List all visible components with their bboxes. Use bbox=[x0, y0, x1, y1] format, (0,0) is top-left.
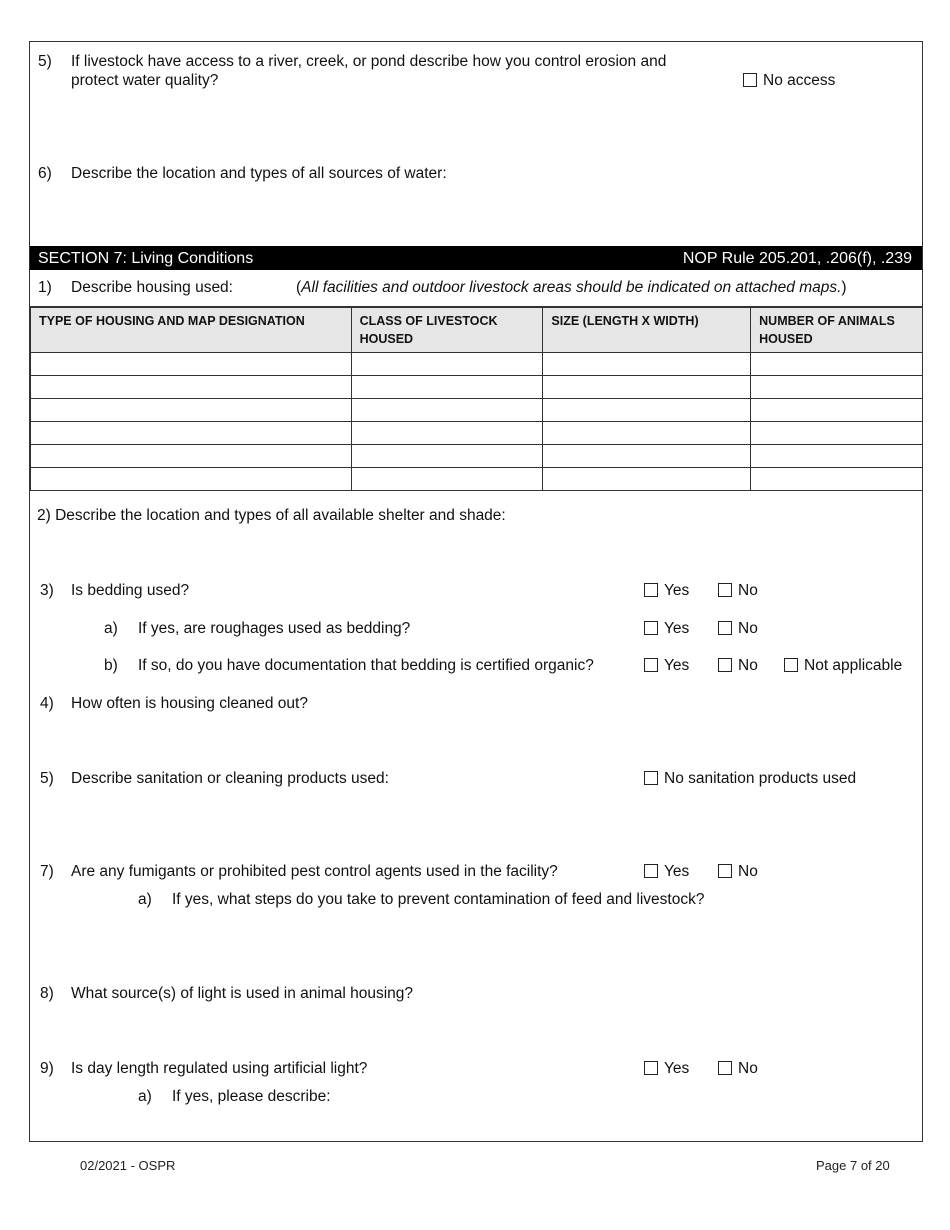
q1-number: 1) bbox=[38, 279, 52, 296]
q7-yes-option[interactable]: Yes bbox=[644, 863, 689, 881]
table-cell[interactable] bbox=[31, 399, 352, 422]
table-cell[interactable] bbox=[543, 353, 751, 376]
table-header-row bbox=[31, 308, 923, 353]
no-access-option[interactable] bbox=[743, 72, 835, 90]
q9a-text: If yes, please describe: bbox=[172, 1088, 331, 1105]
table-cell[interactable] bbox=[543, 376, 751, 399]
table-cell[interactable] bbox=[543, 468, 751, 491]
q3b-text: If so, do you have documentation that bedding is certified organic? bbox=[138, 657, 594, 674]
table-cell[interactable] bbox=[751, 468, 923, 491]
q1-note: (All facilities and outdoor livestock areas should be indicated on attached maps.) bbox=[296, 279, 847, 296]
table-cell[interactable] bbox=[543, 422, 751, 445]
q7-no-option[interactable]: No bbox=[718, 863, 758, 881]
q5-text: Describe sanitation or cleaning products used: bbox=[71, 770, 389, 787]
q7-text: Are any fumigants or prohibited pest control agents used in the facility? bbox=[71, 863, 558, 880]
q3-no-checkbox[interactable] bbox=[718, 583, 732, 597]
table-cell[interactable] bbox=[351, 353, 543, 376]
q3a-no-option[interactable]: No bbox=[718, 620, 758, 638]
column-header: SIZE (LENGTH X WIDTH) bbox=[543, 308, 751, 353]
q6-top-text: Describe the location and types of all sources of water: bbox=[71, 165, 447, 182]
q7-no-checkbox[interactable] bbox=[718, 864, 732, 878]
q6-top-number: 6) bbox=[38, 165, 52, 182]
table-row bbox=[31, 399, 923, 422]
table-cell[interactable] bbox=[351, 422, 543, 445]
q3-number: 3) bbox=[40, 582, 54, 599]
section-title: SECTION 7: Living Conditions bbox=[38, 250, 254, 267]
q3b-no-checkbox[interactable] bbox=[718, 658, 732, 672]
q3b-na-checkbox[interactable] bbox=[784, 658, 798, 672]
q3b-yes-option[interactable]: Yes bbox=[644, 657, 689, 675]
table-cell[interactable] bbox=[31, 422, 352, 445]
q9-yes-option[interactable]: Yes bbox=[644, 1060, 689, 1078]
table-cell[interactable] bbox=[31, 376, 352, 399]
footer-page-number: Page 7 of 20 bbox=[816, 1158, 890, 1173]
q5-top-text-line1: If livestock have access to a river, creek, or pond describe how you control erosion and bbox=[71, 53, 667, 70]
table-row bbox=[31, 422, 923, 445]
table-cell[interactable] bbox=[351, 399, 543, 422]
q9-no-option[interactable]: No bbox=[718, 1060, 758, 1078]
q7-yes-checkbox[interactable] bbox=[644, 864, 658, 878]
q3b-number: b) bbox=[104, 657, 118, 674]
column-header: NUMBER OF ANIMALS HOUSED bbox=[751, 308, 923, 353]
no-sanitation-option[interactable]: No sanitation products used bbox=[644, 770, 856, 788]
no-access-label: No access bbox=[763, 72, 836, 89]
q3a-yes-checkbox[interactable] bbox=[644, 621, 658, 635]
q9-no-checkbox[interactable] bbox=[718, 1061, 732, 1075]
table-row bbox=[31, 468, 923, 491]
table-row bbox=[31, 353, 923, 376]
q3b-na-option[interactable]: Not applicable bbox=[784, 657, 902, 675]
q2-text: 2) Describe the location and types of all available shelter and shade: bbox=[37, 507, 506, 524]
q5-top-text-line2: protect water quality? bbox=[71, 72, 219, 89]
no-sanitation-checkbox[interactable] bbox=[644, 771, 658, 785]
footer-form-code: 02/2021 - OSPR bbox=[80, 1158, 176, 1173]
table-cell[interactable] bbox=[751, 353, 923, 376]
q8-text: What source(s) of light is used in animal housing? bbox=[71, 985, 414, 1002]
q3b-yes-checkbox[interactable] bbox=[644, 658, 658, 672]
no-access-checkbox[interactable] bbox=[743, 73, 757, 87]
q8-number: 8) bbox=[40, 985, 54, 1002]
column-header: TYPE OF HOUSING AND MAP DESIGNATION bbox=[31, 308, 352, 353]
table-cell[interactable] bbox=[31, 445, 352, 468]
table-cell[interactable] bbox=[351, 445, 543, 468]
table-cell[interactable] bbox=[31, 468, 352, 491]
housing-table bbox=[30, 307, 923, 491]
table-cell[interactable] bbox=[751, 422, 923, 445]
q9a-number: a) bbox=[138, 1088, 152, 1105]
table-row bbox=[31, 445, 923, 468]
table-cell[interactable] bbox=[543, 399, 751, 422]
q7-number: 7) bbox=[40, 863, 54, 880]
q3-text: Is bedding used? bbox=[71, 582, 190, 599]
q4-text: How often is housing cleaned out? bbox=[71, 695, 308, 712]
q7a-number: a) bbox=[138, 891, 152, 908]
q3-no-option[interactable]: No bbox=[718, 582, 758, 600]
q3b-no-option[interactable]: No bbox=[718, 657, 758, 675]
q3-yes-checkbox[interactable] bbox=[644, 583, 658, 597]
section-header-bar bbox=[30, 246, 922, 270]
q3a-number: a) bbox=[104, 620, 118, 637]
table-cell[interactable] bbox=[351, 376, 543, 399]
q3a-yes-option[interactable]: Yes bbox=[644, 620, 689, 638]
q7a-text: If yes, what steps do you take to prevent contamination of feed and livestock? bbox=[172, 891, 705, 908]
q4-number: 4) bbox=[40, 695, 54, 712]
table-cell[interactable] bbox=[351, 468, 543, 491]
table-cell[interactable] bbox=[31, 353, 352, 376]
section-rule-reference: NOP Rule 205.201, .206(f), .239 bbox=[682, 250, 912, 267]
table-row bbox=[31, 376, 923, 399]
q5-number: 5) bbox=[40, 770, 54, 787]
q9-yes-checkbox[interactable] bbox=[644, 1061, 658, 1075]
q3a-text: If yes, are roughages used as bedding? bbox=[138, 620, 411, 637]
q1-text: Describe housing used: bbox=[71, 279, 233, 296]
table-cell[interactable] bbox=[751, 399, 923, 422]
q3a-no-checkbox[interactable] bbox=[718, 621, 732, 635]
q9-text: Is day length regulated using artificial light? bbox=[71, 1060, 368, 1077]
table-cell[interactable] bbox=[543, 445, 751, 468]
q9-number: 9) bbox=[40, 1060, 54, 1077]
table-cell[interactable] bbox=[751, 445, 923, 468]
table-cell[interactable] bbox=[751, 376, 923, 399]
column-header: CLASS OF LIVESTOCK HOUSED bbox=[351, 308, 543, 353]
q3-yes-option[interactable]: Yes bbox=[644, 582, 689, 600]
q5-top-number: 5) bbox=[38, 53, 52, 70]
